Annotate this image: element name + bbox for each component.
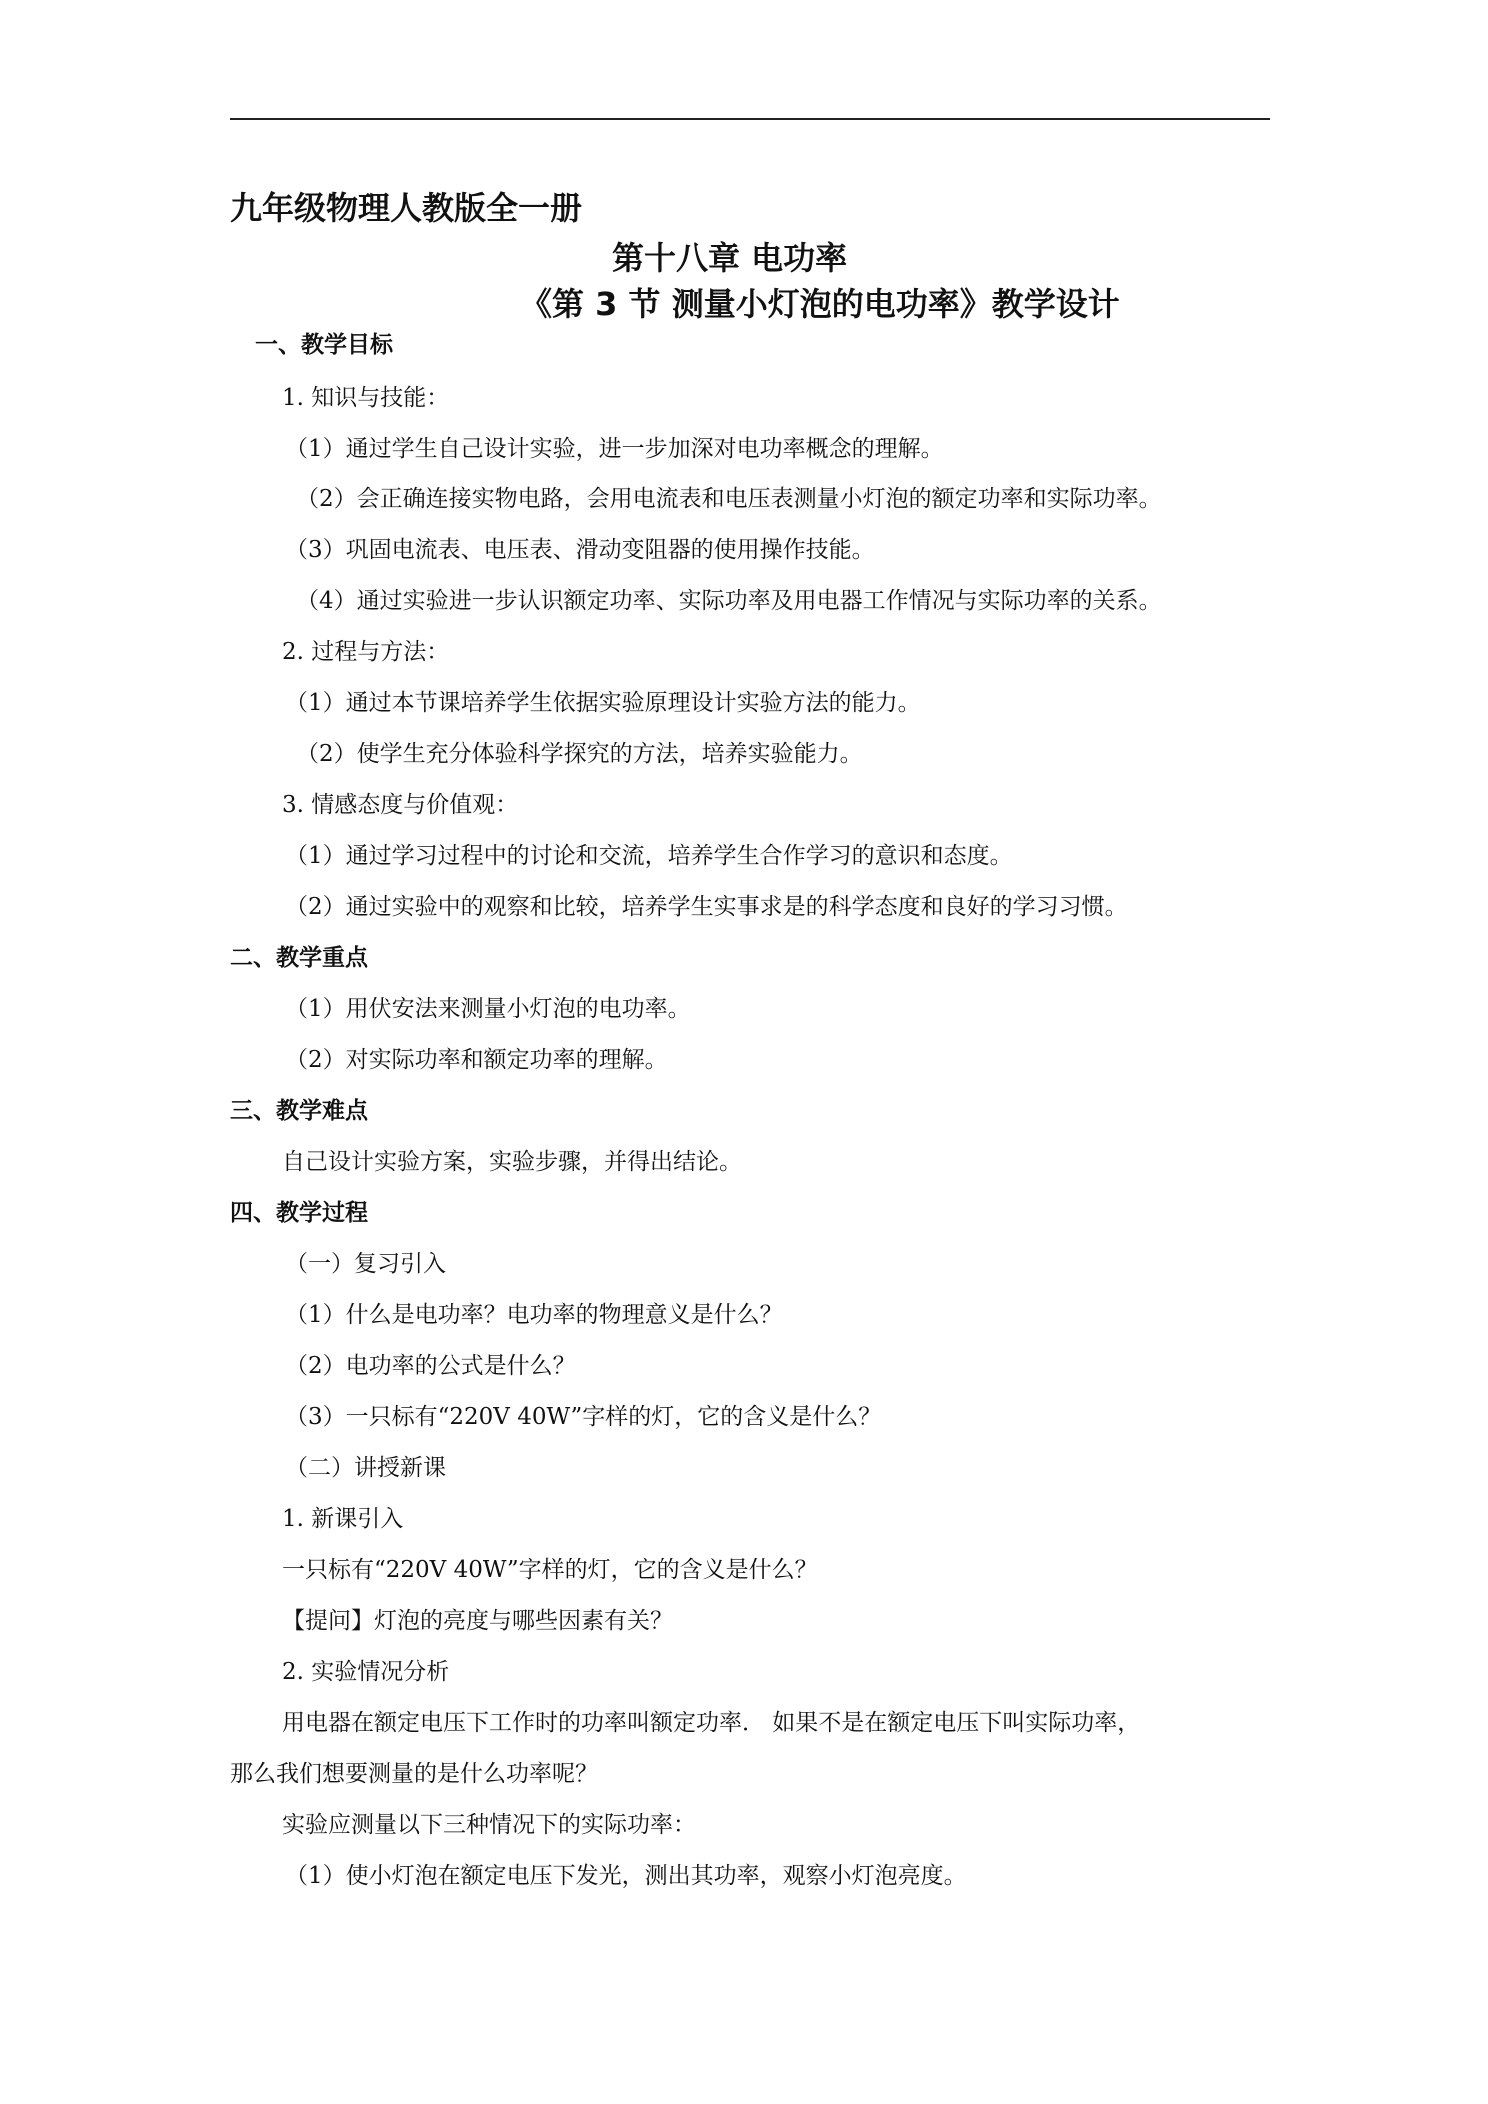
objective-process-heading: 2. 过程与方法： (282, 639, 450, 665)
key-point-item: （2）对实际功率和额定功率的理解。 (285, 1047, 668, 1073)
new-lesson-intro-text: 一只标有“220V 40W”字样的灯，它的含义是什么？ (282, 1557, 818, 1583)
key-point-item: （1）用伏安法来测量小灯泡的电功率。 (285, 996, 691, 1022)
objective-item: （1）通过学生自己设计实验，进一步加深对电功率概念的理解。 (285, 436, 944, 462)
chapter-title: 第十八章 电功率 (612, 239, 848, 277)
section-objectives-heading: 一、教学目标 (255, 332, 393, 358)
section-difficulties-heading: 三、教学难点 (230, 1098, 368, 1124)
difficulty-text: 自己设计实验方案，实验步骤，并得出结论。 (282, 1149, 742, 1175)
experiment-item: （1）使小灯泡在额定电压下发光，测出其功率，观察小灯泡亮度。 (285, 1863, 967, 1889)
objective-item: （2）会正确连接实物电路，会用电流表和电压表测量小灯泡的额定功率和实际功率。 (296, 486, 1162, 512)
objective-item: （1）通过本节课培养学生依据实验原理设计实验方法的能力。 (285, 690, 921, 716)
new-lesson-heading: （二）讲授新课 (285, 1455, 446, 1481)
objective-item: （1）通过学习过程中的讨论和交流，培养学生合作学习的意识和态度。 (285, 843, 1013, 869)
objective-item: （2）使学生充分体验科学探究的方法，培养实验能力。 (296, 741, 863, 767)
experiment-analysis-text: 那么我们想要测量的是什么功率呢？ (230, 1761, 598, 1787)
new-lesson-intro-heading: 1. 新课引入 (282, 1506, 404, 1532)
objective-knowledge-heading: 1. 知识与技能： (282, 385, 450, 411)
experiment-analysis-heading: 2. 实验情况分析 (282, 1659, 450, 1685)
section-process-heading: 四、教学过程 (230, 1200, 368, 1226)
book-title: 九年级物理人教版全一册 (230, 189, 583, 227)
section-key-points-heading: 二、教学重点 (230, 945, 368, 971)
review-heading: （一）复习引入 (285, 1251, 446, 1277)
header-rule (230, 118, 1270, 120)
objective-item: （3）巩固电流表、电压表、滑动变阻器的使用操作技能。 (285, 537, 875, 563)
lesson-title: 《第 3 节 测量小灯泡的电功率》教学设计 (520, 285, 1120, 323)
experiment-analysis-text: 实验应测量以下三种情况下的实际功率： (282, 1812, 696, 1838)
review-item: （1）什么是电功率？电功率的物理意义是什么？ (285, 1302, 783, 1328)
question-text: 【提问】灯泡的亮度与哪些因素有关？ (282, 1608, 673, 1634)
review-item: （3）一只标有“220V 40W”字样的灯，它的含义是什么？ (285, 1404, 882, 1430)
review-item: （2）电功率的公式是什么？ (285, 1353, 576, 1379)
objective-item: （2）通过实验中的观察和比较，培养学生实事求是的科学态度和良好的学习习惯。 (285, 894, 1128, 920)
objective-values-heading: 3. 情感态度与价值观： (282, 792, 519, 818)
experiment-analysis-text: 用电器在额定电压下工作时的功率叫额定功率． 如果不是在额定电压下叫实际功率， (282, 1710, 1141, 1736)
objective-item: （4）通过实验进一步认识额定功率、实际功率及用电器工作情况与实际功率的关系。 (296, 588, 1162, 614)
